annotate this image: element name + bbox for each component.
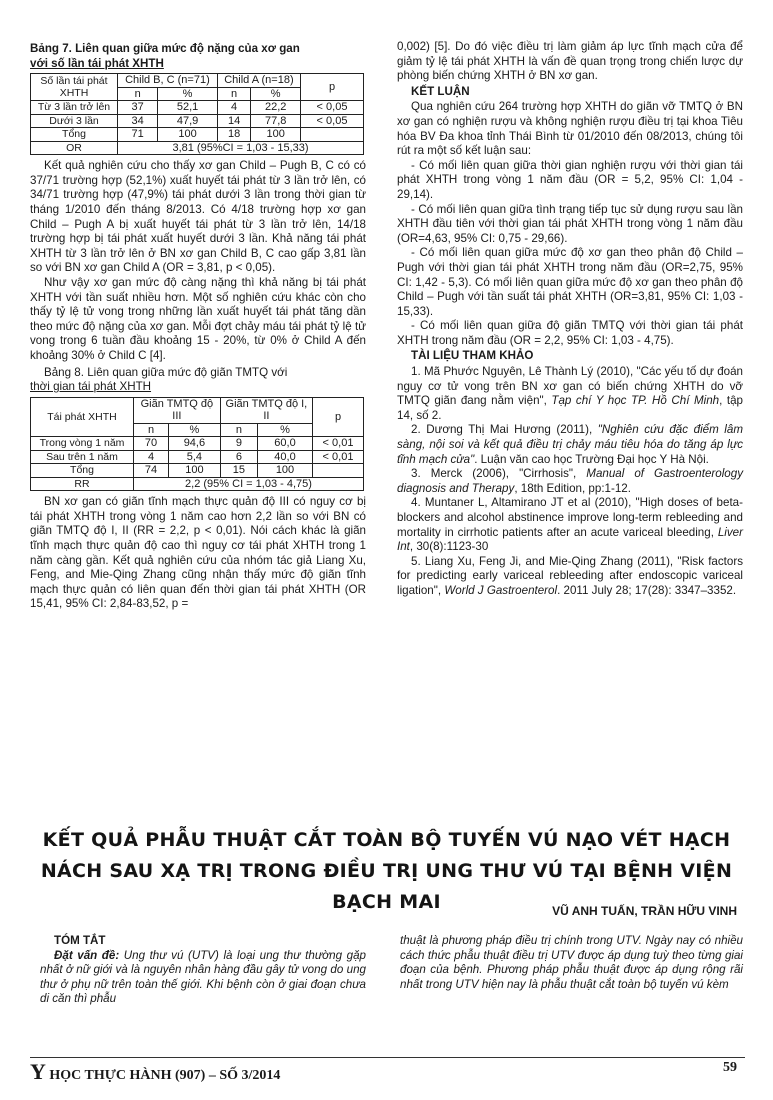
right-column — [397, 40, 743, 599]
reference-item: 2. Dương Thị Mai Hương (2011), "Nghiên cứu đặc điểm lâm sàng, nội soi và kết quả điều trị chảy máu tiêu hóa do tăng áp lực tĩnh mạch cửa". Luận văn cao học Trường Đại học Y Hà Nội. — [397, 423, 743, 466]
journal-name: Y HỌC THỰC HÀNH (907) – SỐ 3/2014 — [30, 1059, 281, 1084]
t8-header-n: n — [220, 423, 257, 437]
conclusion-item: - Có mối liên quan giữa mức độ xơ gan theo phân độ Child – Pugh với thời gian tái phát XHTH trong năm đầu (OR=2,75, 95% CI: 1,42 - 5,3). Có mối liên quan giữa mức độ xơ gan theo phân độ Child – Pugh với tần suất tái phát XHTH (OR=3,81, 95% CI: 1,03 - 15,33). — [397, 246, 743, 318]
reference-item: 5. Liang Xu, Feng Ji, and Mie-Qing Zhang (2011), "Risk factors for predicting early variceal rebleeding after endoscopic variceal ligation", World J Gastroenterol. 2011 July 28; 17(28): 3347–3352. — [397, 554, 743, 597]
table-row: Sau trên 1 năm 4 5,4 6 40,0 < 0,01 — [31, 450, 364, 464]
t8-header-group1: Giãn TMTQ độ III — [134, 397, 221, 423]
t8-header-pct: % — [258, 423, 313, 437]
abstract-text-continued: thuật là phương pháp điều trị chính trong UTV. Ngày nay có nhiều cách thức phẫu thuật điều trị UTV được áp dụng tuỳ theo từng giai đoạn của bệnh. Phương pháp phẫu thuật được áp dụng rộng rãi nhất trong UTV hiện nay là phẫu thuật cắt toàn bộ tuyến vú kèm — [400, 934, 743, 991]
t8-header-group2: Giãn TMTQ độ I, II — [220, 397, 312, 423]
t7-header-p: p — [301, 74, 364, 101]
paragraph: Kết quả nghiên cứu cho thấy xơ gan Child – Pugh B, C có có 37/71 trường hợp (52,1%) xuất huyết tái phát từ 3 lần trở lên, có 34/71 trường hợp (47,9%) tái phát dưới 3 lần trong thời gian từ tháng 1/2010 đến tháng 8/2013. Có 4/18 trường hợp xơ gan Child – Pugh A bị xuất huyết tái phát từ 3 lần trở lên, 14/18 trường hợp bị tái phát xuất huyết dưới 3 lần. Khả năng tái phát XHTH từ 3 lần trở lên ở BN xơ gan Child B, C cao gấp 3,81 lần so với BN xơ gan Child A (OR = 3,81, p < 0,05). — [30, 159, 366, 275]
t8-header-row-label: Tái phát XHTH — [31, 397, 134, 437]
table-row: Tổng 71 100 18 100 — [31, 128, 364, 142]
t7-header-group1: Child B, C (n=71) — [118, 74, 218, 88]
page-number: 59 — [723, 1060, 737, 1075]
reference-item: 3. Merck (2006), "Cirrhosis", Manual of Gastroenterology diagnosis and Therapy, 18th Edition, pp:1-12. — [397, 467, 743, 495]
table8-caption: Bảng 8. Liên quan giữa mức độ giãn TMTQ với thời gian tái phát XHTH — [30, 365, 288, 394]
abstract-right-column — [400, 934, 743, 992]
conclusion-item: - Có mối liên quan giữa độ giãn TMTQ với thời gian tái phát XHTH trong năm đầu (OR = 2,2, 95% CI: 1,03 - 4,75). — [397, 319, 743, 347]
left-column — [30, 40, 366, 612]
table-row: RR 2,2 (95% CI = 1,03 - 4,75) — [31, 477, 364, 491]
footer-divider — [30, 1057, 745, 1058]
paragraph: Như vậy xơ gan mức độ càng nặng thì khả năng bị tái phát XHTH với tần suất nhiều hơn. Một số nghiên cứu khác còn cho thấy tỷ lệ tử vong trong những lần xuất huyết tái phát tăng dần theo mức độ nặng của xơ gan. Mỗi đợt chảy máu tái phát tỷ lệ tử vong trong 6 tuần đầu khoảng 15 - 20%, từ 0% ở Child A đến khoảng 30% ở Child C [4]. — [30, 275, 366, 362]
t7-header-row-label: Số lần tái phát XHTH — [31, 74, 118, 101]
t8-header-p: p — [313, 397, 364, 437]
conclusion-item: - Có mối liên quan giữa tình trạng tiếp tục sử dụng rượu sau lần XHTH đầu tiên với thời gian tái phát XHTH trong vòng 1 năm đầu (OR=4,63, 95% CI: 0,75 - 29,66). — [397, 202, 743, 245]
table-row: OR 3,81 (95%CI = 1,03 - 15,33) — [31, 141, 364, 155]
t8-header-pct: % — [169, 423, 221, 437]
table-row: Từ 3 lần trở lên 37 52,1 4 22,2 < 0,05 — [31, 101, 364, 115]
t7-header-n: n — [118, 87, 158, 101]
t8-header-n: n — [134, 423, 169, 437]
t7-header-pct: % — [158, 87, 218, 101]
paragraph: BN xơ gan có giãn tĩnh mạch thực quản độ III có nguy cơ bị tái phát XHTH trong vòng 1 năm cao hơn 2,2 lần so với BN có giãn TMTQ độ I, II (RR = 2,2, p < 0,01). Nói cách khác là giãn tĩnh mạch thực quản độ cao thì nguy cơ tái phát XHTH trong 1 năm càng gần. Kết quả nghiên cứu của nhóm tác giả Liang Xu, Feng, and Mie-Qing Zhang cũng nhận thấy mức độ giãn tĩnh mạch thực quản có liên quan đến thời gian tái phát XHTH (OR 15,41, 95% CI: 2,84-83,52, p = — [30, 495, 366, 611]
table-row: Tổng 74 100 15 100 — [31, 464, 364, 478]
article-title: KẾT QUẢ PHẪU THUẬT CẮT TOÀN BỘ TUYẾN VÚ NẠO VÉT HẠCH NÁCH SAU XẠ TRỊ TRONG ĐIỀU TRỊ UNG THƯ VÚ TẠI BỆNH VIỆN BẠCH MAI — [40, 829, 733, 913]
paragraph: Qua nghiên cứu 264 trường hợp XHTH do giãn vỡ TMTQ ở BN xơ gan có nghiện rượu và không nghiện rượu điều trị tại khoa Tiêu hóa BV Đa khoa tỉnh Thái Bình từ 01/2010 đến 08/2013, chúng tôi rút ra một số kết luận sau: — [397, 100, 743, 158]
t7-header-pct: % — [251, 87, 301, 101]
table-row: Trong vòng 1 năm 70 94,6 9 60,0 < 0,01 — [31, 437, 364, 451]
table-7 — [30, 73, 364, 155]
t7-header-n: n — [217, 87, 251, 101]
table-row: Dưới 3 lần 34 47,9 14 77,8 < 0,05 — [31, 114, 364, 128]
t7-header-group2: Child A (n=18) — [217, 74, 300, 88]
reference-item: 1. Mã Phước Nguyên, Lê Thành Lý (2010), "Các yếu tố dự đoán nguy cơ tử vong trên BN xơ gan có biến chứng XHTH do vỡ TMTQ giãn đang nằm viện", Tạp chí Y học TP. Hồ Chí Minh, tập 14, số 2. — [397, 365, 743, 422]
table7-caption: Bảng 7. Liên quan giữa mức độ nặng của xơ gan với số lần tái phát XHTH — [30, 42, 300, 70]
abstract-heading: TÓM TẮT — [54, 934, 106, 947]
abstract-text: Đặt vấn đề: Ung thư vú (UTV) là loại ung thư thường gặp nhất ở nữ giới và là nguyên nhân hàng đầu gây tử vong do ung thư ở phụ nữ trên toàn thế giới. Khi bệnh còn ở giai đoạn chưa di căn thì phẫu — [40, 948, 366, 1006]
conclusion-item: - Có mối liên quan giữa thời gian nghiện rượu với thời gian tái phát XHTH trong vòng 1 năm đầu (OR = 5,2, 95% CI: 1,04 - 29,14). — [397, 158, 743, 201]
conclusion-heading: KẾT LUẬN — [411, 84, 470, 98]
paragraph: 0,002) [5]. Do đó việc điều trị làm giảm áp lực tĩnh mạch cửa để giảm tỷ lệ tái phát XHTH là vấn đề quan trọng trong chiến lược dự phòng biến chứng XHTH ở BN xơ gan. — [397, 40, 743, 83]
article-authors: VŨ ANH TUẤN, TRẦN HỮU VINH — [552, 904, 737, 918]
abstract-left-column — [40, 934, 366, 1007]
table-8 — [30, 397, 364, 492]
abstract-lead: Đặt vấn đề: — [54, 948, 120, 962]
references-heading: TÀI LIỆU THAM KHẢO — [411, 349, 534, 363]
reference-item: 4. Muntaner L, Altamirano JT et al (2010), "High doses of beta-blockers and alcohol abstinence improve long-term rebleeding and mortality in cirrhotic patients after an acute variceal bleeding, Liver Int, 30(8):1123-30 — [397, 496, 743, 554]
